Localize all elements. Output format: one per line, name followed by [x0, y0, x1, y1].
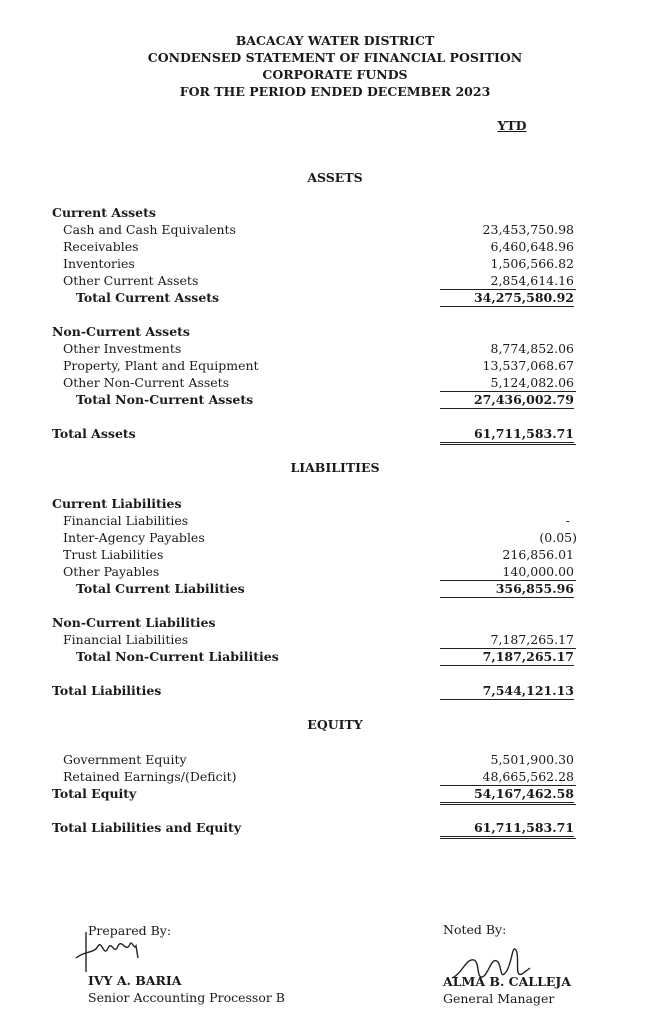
line-item: Other Payables 140,000.00 — [63, 564, 574, 579]
total-current-liabilities-row: Total Current Liabilities 356,855.96 — [76, 581, 574, 596]
line-item: Financial Liabilities 7,187,265.17 — [63, 632, 574, 647]
total-liabilities-equity-row: Total Liabilities and Equity 61,711,583.71 — [52, 820, 574, 835]
line-item: Inventories 1,506,566.82 — [63, 256, 574, 271]
double-underline — [440, 804, 576, 805]
equity-section-heading: EQUITY — [307, 717, 363, 732]
total-current-assets-row: Total Current Assets 34,275,580.92 — [76, 290, 574, 305]
preparer-name: IVY A. BARIA — [88, 973, 182, 988]
total-noncurrent-assets-row: Total Non-Current Assets 27,436,002.79 — [76, 392, 574, 407]
report-agency-title: BACACAY WATER DISTRICT — [235, 33, 435, 48]
preparer-title: Senior Accounting Processor B — [88, 990, 285, 1005]
line-item: Financial Liabilities - — [63, 513, 570, 528]
line-item: Other Investments 8,774,852.06 — [63, 341, 574, 356]
noncurrent-assets-heading: Non-Current Assets — [52, 324, 190, 339]
double-underline — [440, 838, 576, 839]
line-item: Trust Liabilities 216,856.01 — [63, 547, 574, 562]
line-item: Other Non-Current Assets 5,124,082.06 — [63, 375, 574, 390]
noted-by-label: Noted By: — [443, 922, 507, 937]
report-period-title: FOR THE PERIOD ENDED DECEMBER 2023 — [179, 84, 491, 99]
current-liabilities-heading: Current Liabilities — [52, 496, 182, 511]
line-item: Inter-Agency Payables (0.05) — [63, 530, 577, 545]
line-item: Property, Plant and Equipment 13,537,068.67 — [63, 358, 574, 373]
report-fund-title: CORPORATE FUNDS — [262, 67, 408, 82]
preparer-signature — [72, 928, 152, 974]
manager-name: ALMA B. CALLEJA — [443, 974, 572, 989]
current-assets-heading: Current Assets — [52, 205, 156, 220]
total-assets-row: Total Assets 61,711,583.71 — [52, 426, 574, 441]
total-equity-row: Total Equity 54,167,462.58 — [52, 786, 574, 801]
total-noncurrent-liabilities-row: Total Non-Current Liabilities 7,187,265.17 — [76, 649, 574, 664]
line-item: Government Equity 5,501,900.30 — [63, 752, 574, 767]
manager-title: General Manager — [443, 991, 555, 1006]
line-item: Retained Earnings/(Deficit) 48,665,562.28 — [63, 769, 574, 784]
double-underline — [440, 444, 576, 445]
ytd-column-header: YTD — [497, 118, 527, 133]
noncurrent-liabilities-heading: Non-Current Liabilities — [52, 615, 216, 630]
line-item: Receivables 6,460,648.96 — [63, 239, 574, 254]
prepared-by-label: Prepared By: — [88, 923, 172, 938]
assets-section-heading: ASSETS — [307, 170, 363, 185]
line-item: Other Current Assets 2,854,614.16 — [63, 273, 574, 288]
total-liabilities-row: Total Liabilities 7,544,121.13 — [52, 683, 574, 698]
report-statement-title: CONDENSED STATEMENT OF FINANCIAL POSITION — [147, 50, 523, 65]
liabilities-section-heading: LIABILITIES — [290, 460, 380, 475]
line-item: Cash and Cash Equivalents 23,453,750.98 — [63, 222, 574, 237]
